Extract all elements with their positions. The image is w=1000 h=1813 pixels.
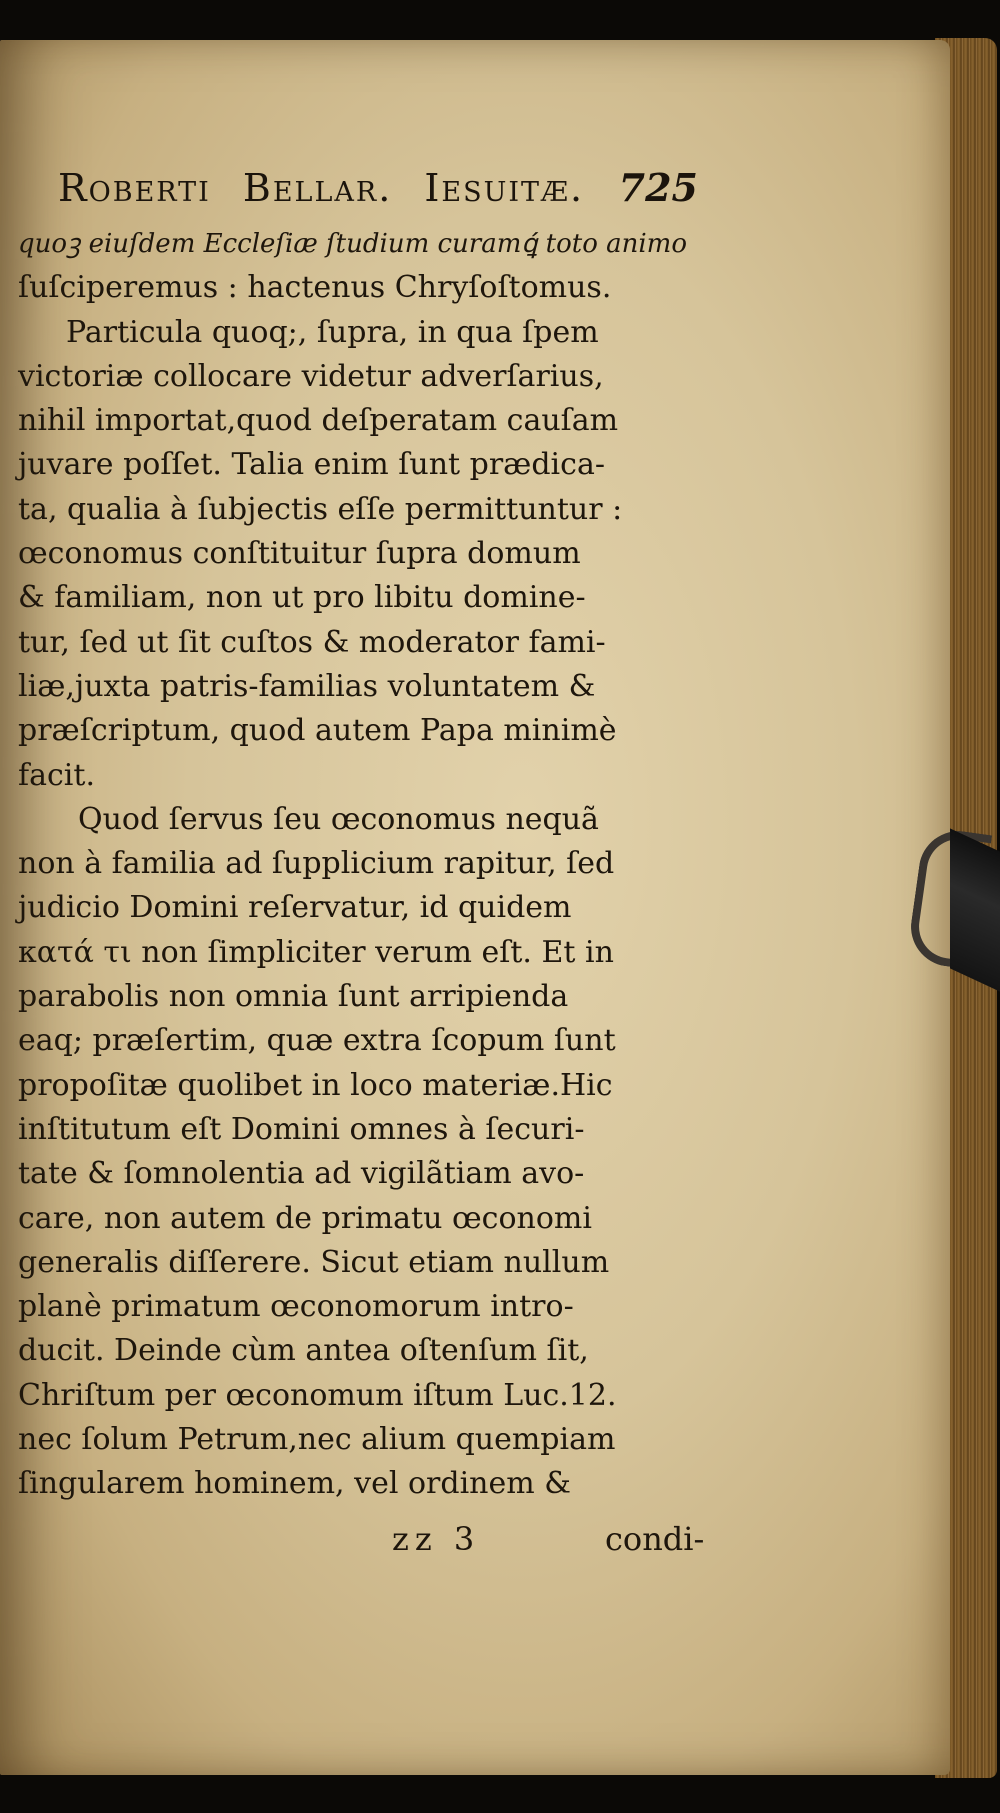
text-line: care, non autem de primatu œconomi xyxy=(18,1200,592,1236)
text-line: non à familia ad ſupplicium rapitur, ſed xyxy=(18,846,615,882)
text-line: judicio Domini reſervatur, id quidem xyxy=(18,890,572,926)
text-line: Particula quoq;, ſupra, in qua ſpem xyxy=(66,314,599,350)
signature-mark: zz 3 xyxy=(392,1520,481,1558)
text-line: nihil importat,quod deſperatam cauſam xyxy=(18,403,619,439)
text-line: facit. xyxy=(18,757,95,793)
text-line: tur, ſed ut ſit cuſtos & moderator fami- xyxy=(18,624,606,660)
text-line: quoꝫ eiuſdem Eccleſiæ ſtudium curamꝗ́ toto animo xyxy=(18,229,687,259)
text-line: κατά τι non ſimpliciter verum eſt. Et in xyxy=(18,934,614,970)
text-line: propoſitæ quolibet in loco materiæ.Hic xyxy=(18,1067,613,1103)
text-line: nec ſolum Petrum,nec alium quempiam xyxy=(18,1422,616,1458)
text-line: ducit. Deinde cùm antea oſtenſum ſit, xyxy=(18,1333,589,1369)
text-line: œconomus conſtituitur ſupra domum xyxy=(18,536,581,572)
text-line: juvare poſſet. Talia enim ſunt prædica- xyxy=(18,447,605,483)
text-line: tate & ſomnolentia ad vigilãtiam avo- xyxy=(18,1156,585,1192)
text-line: ſingularem hominem, vel ordinem & xyxy=(18,1466,571,1502)
text-line: generalis diſſerere. Sicut etiam nullum xyxy=(18,1244,610,1280)
page-number: 725 xyxy=(618,165,698,210)
running-head: Roberti Bellar. Iesuitæ. xyxy=(58,166,585,210)
text-line: eaq; præſertim, quæ extra ſcopum ſunt xyxy=(18,1023,616,1059)
text-line: præſcriptum, quod autem Papa minimè xyxy=(18,713,617,749)
text-line: inſtitutum eſt Domini omnes à ſecuri- xyxy=(18,1111,585,1147)
body-text xyxy=(18,222,718,1507)
text-line: victoriæ collocare videtur adverſarius, xyxy=(18,358,604,394)
bookmark-ribbon-band xyxy=(950,828,1000,991)
text-line: Quod ſervus ſeu œconomus nequã xyxy=(78,801,599,837)
page-header xyxy=(58,165,698,210)
text-line: ſuſciperemus : hactenus Chryſoſtomus. xyxy=(18,270,612,306)
text-line: Chriſtum per œconomum iſtum Luc.12. xyxy=(18,1377,617,1413)
text-line: parabolis non omnia ſunt arripienda xyxy=(18,979,569,1015)
text-line: & familiam, non ut pro libitu domine- xyxy=(18,580,586,616)
text-line: liæ,juxta patris-familias voluntatem & xyxy=(18,668,596,704)
text-line: ta, qualia à ſubjectis eſſe permittuntur : xyxy=(18,491,623,527)
text-line: planè primatum œconomorum intro- xyxy=(18,1289,574,1325)
catchword: condi- xyxy=(605,1520,705,1558)
